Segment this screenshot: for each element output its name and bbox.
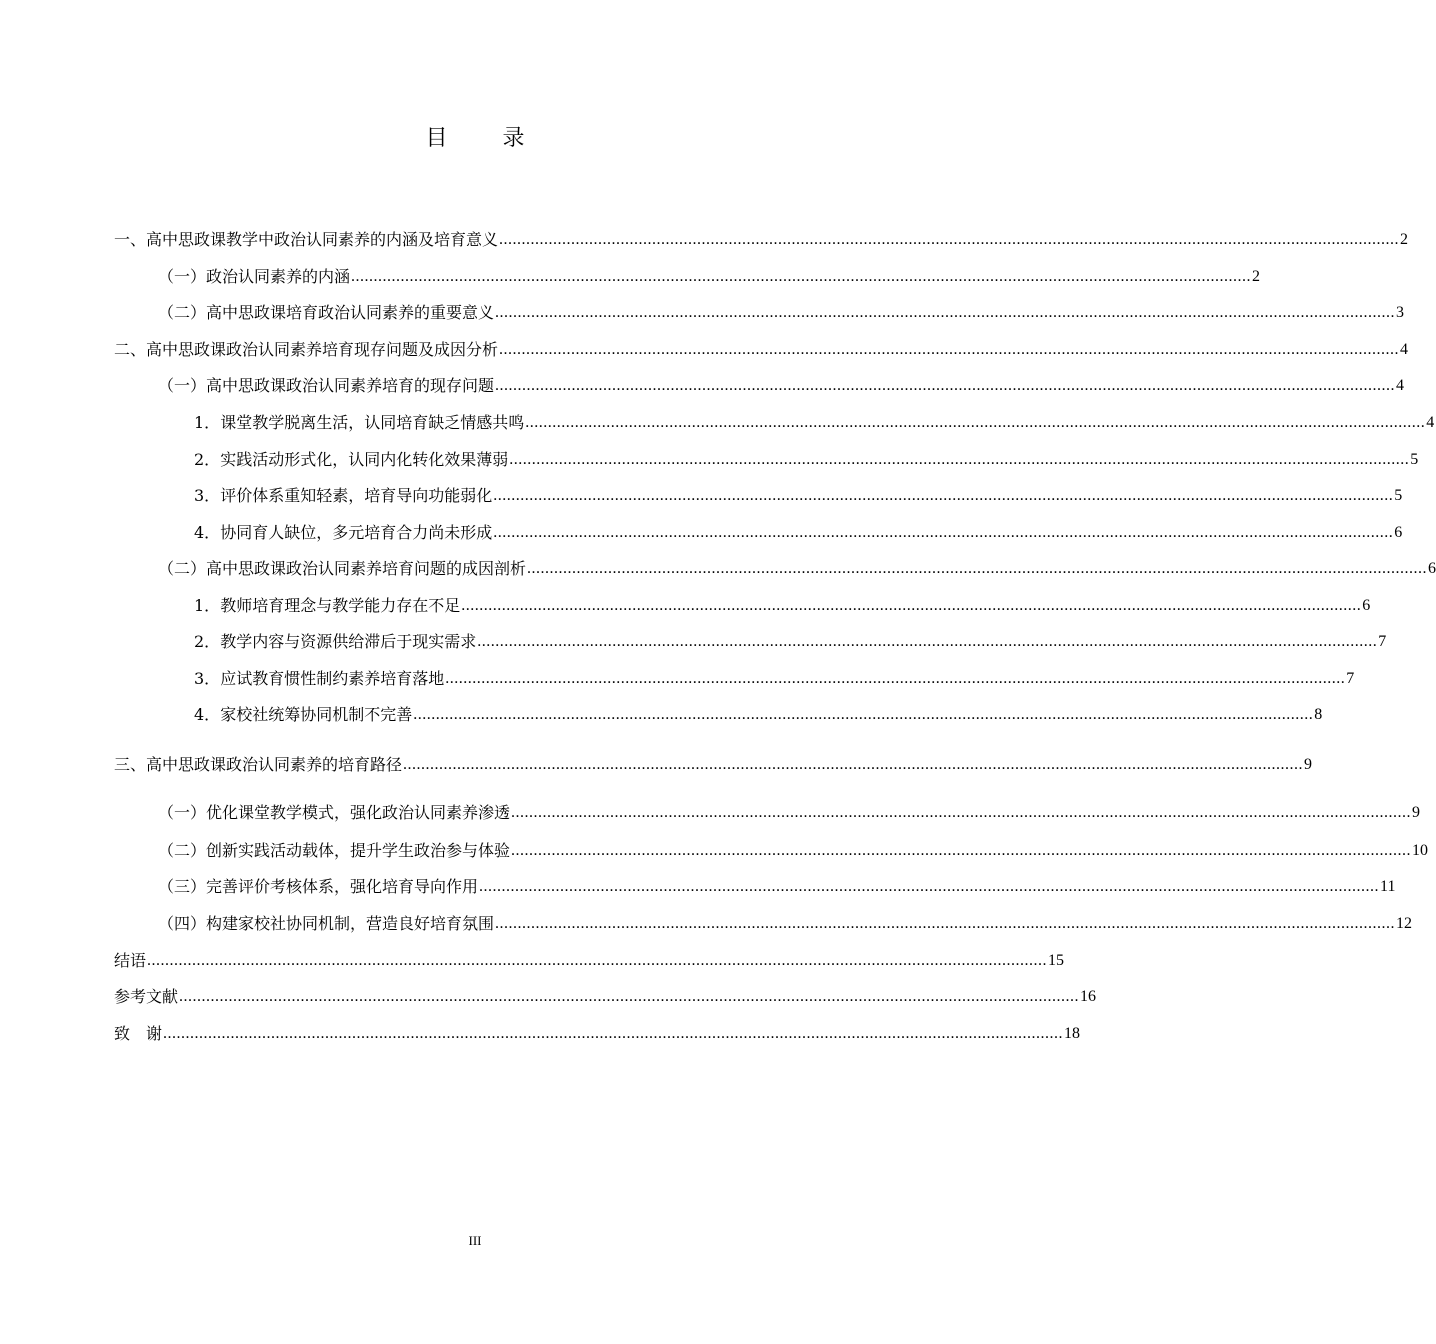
toc-entry-number: 3．	[194, 669, 221, 688]
toc-leader-dots: ........................................................................................................................................................................................................	[495, 915, 1396, 932]
toc-entry-page: 5	[1410, 451, 1419, 468]
toc-leader-dots: ........................................................................................................................................................................................................	[413, 706, 1314, 723]
toc-leader-dots: ........................................................................................................................................................................................................	[163, 1025, 1064, 1042]
toc-entry-number: （三）	[158, 877, 207, 896]
toc-entry-text: 高中思政课政治认同素养培育问题的成因剖析	[206, 559, 527, 578]
toc-entry[interactable]	[158, 802, 1421, 824]
toc-leader-dots: ........................................................................................................................................................................................................	[479, 878, 1380, 895]
toc-entry-text: 完善评价考核体系，强化培育导向作用	[206, 877, 479, 896]
toc-entry-page: 6	[1394, 524, 1403, 541]
toc-entry-text: 评价体系重知轻素，培育导向功能弱化	[220, 486, 493, 505]
toc-entry-page: 6	[1362, 597, 1371, 614]
toc-entry-number: （二）	[158, 841, 207, 860]
toc-entry[interactable]	[114, 754, 1313, 776]
toc-entry-page: 5	[1394, 487, 1403, 504]
toc-entry-number: 1．	[194, 413, 221, 432]
toc-entry[interactable]	[158, 876, 1396, 898]
toc-entry-text: 政治认同素养的内涵	[206, 267, 351, 286]
toc-entry-text: 创新实践活动载体，提升学生政治参与体验	[206, 841, 511, 860]
toc-entry-number: 1．	[194, 596, 221, 615]
toc-entry-text: 高中思政课政治认同素养的培育路径	[146, 755, 403, 774]
toc-entry-page: 15	[1048, 952, 1065, 969]
toc-entry[interactable]	[194, 704, 1323, 726]
toc-leader-dots: ........................................................................................................................................................................................................	[493, 524, 1394, 541]
toc-entry[interactable]	[114, 1023, 1081, 1045]
toc-entry-text: 协同育人缺位，多元培育合力尚未形成	[220, 523, 493, 542]
toc-entry-page: 3	[1396, 304, 1405, 321]
toc-entry-text: 结语	[114, 951, 147, 970]
toc-entry-page: 4	[1426, 414, 1435, 431]
toc-entry[interactable]	[194, 631, 1387, 653]
toc-entry[interactable]	[158, 375, 1405, 397]
toc-entry-page: 2	[1400, 231, 1409, 248]
toc-leader-dots: ........................................................................................................................................................................................................	[477, 633, 1378, 650]
toc-entry-page: 7	[1346, 670, 1355, 687]
toc-entry-page: 18	[1064, 1025, 1081, 1042]
toc-entry-number: 二、	[114, 340, 147, 359]
toc-entry-number: 4．	[194, 523, 221, 542]
toc-entry-text: 课堂教学脱离生活，认同培育缺乏情感共鸣	[220, 413, 525, 432]
toc-entry-text: 高中思政课政治认同素养培育的现存问题	[206, 376, 495, 395]
toc-entry[interactable]	[194, 449, 1419, 471]
toc-entry-text: 高中思政课政治认同素养培育现存问题及成因分析	[146, 340, 499, 359]
toc-entry-page: 11	[1380, 878, 1396, 895]
toc-entry-page: 7	[1378, 633, 1387, 650]
toc-entry-page: 9	[1412, 804, 1421, 821]
toc-entry-number: 4．	[194, 705, 221, 724]
toc-entry-number: 2．	[194, 632, 221, 651]
toc-entry-number: 三、	[114, 755, 147, 774]
toc-leader-dots: ........................................................................................................................................................................................................	[499, 341, 1400, 358]
toc-leader-dots: ........................................................................................................................................................................................................	[495, 377, 1396, 394]
toc-entry[interactable]	[194, 485, 1403, 507]
toc-entry-number: （一）	[158, 376, 207, 395]
toc-entry-page: 4	[1400, 341, 1409, 358]
page-number: III	[468, 1233, 482, 1248]
toc-entry-page: 6	[1428, 560, 1436, 577]
toc-entry-text: 家校社统筹协同机制不完善	[220, 705, 413, 724]
toc-entry-text: 高中思政课培育政治认同素养的重要意义	[206, 303, 495, 322]
toc-entry[interactable]	[158, 266, 1261, 288]
toc-entry-number: 3．	[194, 486, 221, 505]
toc-entry[interactable]	[194, 522, 1403, 544]
toc-entry-page: 2	[1252, 268, 1261, 285]
toc-entry-text: 教师培育理念与教学能力存在不足	[220, 596, 461, 615]
toc-leader-dots: ........................................................................................................................................................................................................	[495, 304, 1396, 321]
toc-entry-page: 16	[1080, 988, 1097, 1005]
toc-leader-dots: ........................................................................................................................................................................................................	[509, 451, 1410, 468]
toc-leader-dots: ........................................................................................................................................................................................................	[351, 268, 1252, 285]
toc-entry-text: 参考文献	[114, 987, 179, 1006]
toc-entry-number: （二）	[158, 559, 207, 578]
toc-entry[interactable]	[114, 950, 1065, 972]
toc-entry[interactable]	[158, 840, 1429, 862]
toc-leader-dots: ........................................................................................................................................................................................................	[499, 231, 1400, 248]
toc-entry-text: 教学内容与资源供给滞后于现实需求	[220, 632, 477, 651]
toc-leader-dots: ........................................................................................................................................................................................................	[511, 842, 1412, 859]
toc-entry-text: 构建家校社协同机制，营造良好培育氛围	[206, 914, 495, 933]
toc-entry[interactable]	[194, 412, 1435, 434]
toc-entry[interactable]	[194, 668, 1355, 690]
toc-entry[interactable]	[114, 229, 1409, 251]
toc-entry[interactable]	[158, 302, 1405, 324]
toc-entry-text: 致 谢	[114, 1024, 163, 1043]
toc-entry[interactable]	[114, 339, 1409, 361]
toc-entry[interactable]	[158, 913, 1413, 935]
toc-leader-dots: ........................................................................................................................................................................................................	[179, 988, 1080, 1005]
toc-leader-dots: ........................................................................................................................................................................................................	[527, 560, 1428, 577]
toc-leader-dots: ........................................................................................................................................................................................................	[403, 756, 1304, 773]
toc-entry-text: 优化课堂教学模式，强化政治认同素养渗透	[206, 803, 511, 822]
toc-entry-page: 8	[1314, 706, 1323, 723]
toc-leader-dots: ........................................................................................................................................................................................................	[445, 670, 1346, 687]
toc-entry[interactable]	[194, 595, 1371, 617]
toc-leader-dots: ........................................................................................................................................................................................................	[493, 487, 1394, 504]
toc-entry[interactable]	[114, 986, 1097, 1008]
toc-entry-number: 一、	[114, 230, 147, 249]
toc-leader-dots: ........................................................................................................................................................................................................	[511, 804, 1412, 821]
toc-entry-text: 实践活动形式化，认同内化转化效果薄弱	[220, 450, 509, 469]
toc-leader-dots: ........................................................................................................................................................................................................	[525, 414, 1426, 431]
toc-entry-number: （一）	[158, 803, 207, 822]
toc-entry[interactable]	[158, 558, 1436, 580]
toc-entry-number: 2．	[194, 450, 221, 469]
toc-leader-dots: ........................................................................................................................................................................................................	[461, 597, 1362, 614]
toc-title: 目 录	[425, 126, 549, 151]
toc-entry-page: 12	[1396, 915, 1413, 932]
toc-leader-dots: ........................................................................................................................................................................................................	[147, 952, 1048, 969]
toc-entry-page: 4	[1396, 377, 1405, 394]
toc-entry-number: （四）	[158, 914, 207, 933]
toc-entry-text: 高中思政课教学中政治认同素养的内涵及培育意义	[146, 230, 499, 249]
toc-entry-page: 10	[1412, 842, 1429, 859]
toc-entry-number: （一）	[158, 267, 207, 286]
toc-entry-page: 9	[1304, 756, 1313, 773]
toc-entry-text: 应试教育惯性制约素养培育落地	[220, 669, 445, 688]
toc-entry-number: （二）	[158, 303, 207, 322]
